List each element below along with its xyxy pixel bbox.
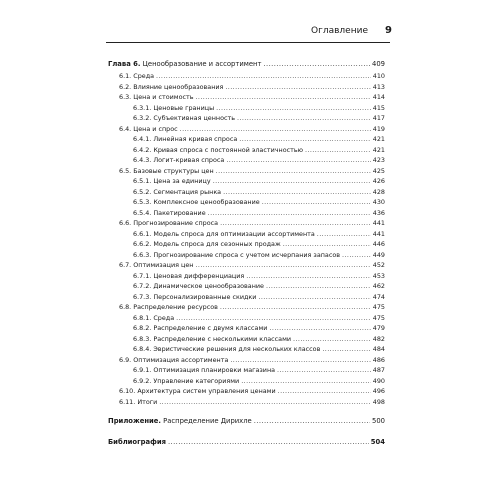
dot-leader bbox=[266, 281, 371, 292]
toc-entry-label bbox=[119, 302, 218, 313]
toc-entry[interactable] bbox=[108, 323, 385, 334]
toc-entry-title: Логит-кривая спроса bbox=[153, 156, 225, 164]
toc-entry-label bbox=[133, 208, 206, 219]
toc-entry-title: Кривая спроса с постоянной эластичностью bbox=[153, 145, 303, 154]
toc-entry[interactable] bbox=[108, 386, 385, 397]
toc-entry-title: Цена и стоимость bbox=[133, 93, 194, 101]
toc-entry-title: Модель спроса для оптимизации ассортимента bbox=[153, 229, 315, 238]
toc-entry-prefix: 6.8. bbox=[119, 303, 132, 311]
toc-entry-title: Цена и спрос bbox=[133, 124, 178, 133]
toc-entry[interactable] bbox=[108, 250, 385, 261]
toc-entry-prefix: 6.6.2. bbox=[133, 240, 152, 248]
dot-leader bbox=[159, 397, 371, 408]
dot-leader bbox=[196, 92, 371, 103]
table-of-contents bbox=[108, 58, 385, 449]
toc-entry-prefix: 6.7.1. bbox=[133, 271, 152, 280]
toc-entry-page: 504 bbox=[370, 438, 385, 446]
toc-entry-label bbox=[119, 166, 214, 177]
toc-entry[interactable] bbox=[108, 376, 385, 387]
toc-entry[interactable] bbox=[108, 92, 385, 103]
toc-entry-title: Библиография bbox=[108, 438, 166, 446]
toc-entry-prefix: Глава 6. bbox=[108, 60, 141, 68]
dot-leader bbox=[230, 355, 370, 366]
section-gap bbox=[108, 407, 385, 415]
toc-entry-label bbox=[119, 386, 276, 397]
toc-entry-label bbox=[133, 113, 235, 124]
toc-entry-label bbox=[133, 313, 174, 324]
toc-entry-label bbox=[133, 271, 244, 282]
toc-entry-title: Распределение с двумя классами bbox=[153, 324, 268, 332]
toc-entry-title: Влияние ценообразования bbox=[133, 82, 224, 91]
toc-entry-label bbox=[119, 124, 178, 135]
toc-entry-label bbox=[133, 344, 320, 355]
toc-entry-page: 421 bbox=[372, 135, 385, 143]
toc-entry-title: Управление категориями bbox=[153, 376, 240, 385]
toc-entry-page: 417 bbox=[372, 114, 385, 122]
toc-entry-title: Итоги bbox=[137, 397, 158, 406]
toc-entry-title: Ценообразование и ассортимент bbox=[142, 60, 262, 68]
toc-entry-page: 428 bbox=[372, 187, 385, 196]
dot-leader bbox=[258, 292, 370, 303]
toc-entry-prefix: 6.5.2. bbox=[133, 187, 152, 196]
toc-entry-prefix: 6.3. bbox=[119, 93, 132, 101]
toc-entry-label bbox=[133, 103, 214, 114]
toc-entry-label bbox=[133, 365, 275, 376]
toc-entry-page: 490 bbox=[372, 376, 385, 385]
toc-chapter-entry[interactable] bbox=[108, 58, 385, 71]
toc-entry-prefix: 6.8.1. bbox=[133, 313, 152, 322]
toc-entry-prefix: 6.7. bbox=[119, 261, 132, 269]
toc-entry-label bbox=[133, 197, 260, 208]
toc-entry-label bbox=[133, 281, 264, 292]
toc-entry-prefix: 6.9.1. bbox=[133, 366, 152, 374]
toc-entry-title: Базовые структуры цен bbox=[133, 166, 214, 175]
toc-entry-label bbox=[133, 229, 315, 240]
toc-entry-title: Цена за единицу bbox=[153, 177, 211, 185]
dot-leader bbox=[277, 365, 371, 376]
toc-entry-prefix: 6.4.1. bbox=[133, 135, 152, 143]
toc-entry-title: Персонализированные скидки bbox=[153, 292, 257, 301]
toc-entry-label bbox=[119, 71, 154, 82]
dot-leader bbox=[216, 103, 371, 114]
toc-entry-prefix: 6.5.1. bbox=[133, 177, 152, 185]
dot-leader bbox=[225, 82, 370, 93]
dot-leader bbox=[305, 145, 371, 156]
toc-entry-page: 496 bbox=[372, 387, 385, 395]
toc-entry-label bbox=[119, 355, 228, 366]
toc-entry-prefix: 6.4.3. bbox=[133, 156, 152, 164]
toc-entry-title: Линейная кривая спроса bbox=[153, 135, 238, 143]
toc-entry-prefix: 6.8.4. bbox=[133, 345, 152, 353]
toc-entry-prefix: 6.10. bbox=[119, 387, 136, 395]
toc-entry-prefix: 6.5.4. bbox=[133, 208, 152, 217]
running-header-title: Оглавление bbox=[311, 26, 368, 36]
toc-entry-title: Оптимизация ассортимента bbox=[133, 355, 229, 364]
toc-entry-page: 484 bbox=[372, 345, 385, 353]
toc-entry-label bbox=[108, 415, 252, 428]
toc-entry-prefix: 6.4. bbox=[119, 124, 132, 133]
toc-entry-title: Ценовые границы bbox=[153, 103, 215, 112]
toc-entry-title: Оптимизация цен bbox=[133, 261, 194, 269]
toc-entry[interactable] bbox=[108, 365, 385, 376]
toc-entry-page: 498 bbox=[372, 397, 385, 406]
toc-entry-prefix: 6.8.2. bbox=[133, 324, 152, 332]
toc-entry-label bbox=[133, 155, 224, 166]
toc-appendix-entry[interactable] bbox=[108, 415, 385, 428]
toc-entry-prefix: 6.3.1. bbox=[133, 103, 152, 112]
toc-entry-page: 425 bbox=[372, 166, 385, 175]
toc-entry-page: 446 bbox=[372, 240, 385, 248]
toc-entry[interactable] bbox=[108, 313, 385, 324]
toc-entry-page: 462 bbox=[372, 282, 385, 290]
toc-entry-prefix: 6.9. bbox=[119, 355, 132, 364]
toc-entry-title: Модель спроса для сезонных продаж bbox=[153, 240, 281, 248]
toc-entry-page: 414 bbox=[372, 93, 385, 101]
toc-entry-label bbox=[133, 323, 267, 334]
toc-entry-page: 479 bbox=[372, 324, 385, 332]
toc-entry-page: 487 bbox=[372, 366, 385, 374]
toc-entry-prefix: 6.5.3. bbox=[133, 198, 152, 206]
toc-entry[interactable] bbox=[108, 187, 385, 198]
toc-entry[interactable] bbox=[108, 229, 385, 240]
toc-entry-prefix: Приложение. bbox=[108, 417, 161, 425]
toc-entry-title: Среда bbox=[133, 72, 155, 80]
toc-entry[interactable] bbox=[108, 281, 385, 292]
toc-entry-page: 441 bbox=[372, 219, 385, 227]
dot-leader bbox=[241, 376, 371, 387]
toc-entry[interactable] bbox=[108, 239, 385, 250]
toc-entry-page: 423 bbox=[372, 156, 385, 164]
toc-entry-title: Распределение Дирихле bbox=[163, 417, 252, 425]
toc-entry[interactable] bbox=[108, 124, 385, 135]
toc-entry-page: 441 bbox=[372, 229, 385, 238]
header-divider bbox=[106, 42, 390, 43]
toc-entry-label bbox=[133, 239, 281, 250]
toc-entry-title: Эвристические решения для нескольких классов bbox=[153, 345, 321, 353]
dot-leader bbox=[246, 271, 371, 282]
toc-entry-label bbox=[133, 292, 256, 303]
dot-leader bbox=[317, 229, 371, 240]
toc-entry-label bbox=[119, 92, 194, 103]
dot-leader bbox=[226, 155, 370, 166]
toc-entry-page: 474 bbox=[372, 292, 385, 301]
toc-entry[interactable] bbox=[108, 344, 385, 355]
toc-entry-page: 430 bbox=[372, 198, 385, 206]
toc-entry[interactable] bbox=[108, 145, 385, 156]
toc-entry-label bbox=[133, 250, 340, 261]
dot-leader bbox=[283, 239, 371, 250]
toc-entry-title: Архитектура систем управления ценами bbox=[137, 387, 276, 395]
toc-entry[interactable] bbox=[108, 103, 385, 114]
toc-entry-page: 419 bbox=[372, 124, 385, 133]
dot-leader bbox=[342, 250, 371, 261]
toc-entry-prefix: 6.6.1. bbox=[133, 229, 152, 238]
dot-leader bbox=[278, 386, 371, 397]
toc-entry-prefix: 6.7.2. bbox=[133, 282, 152, 290]
toc-entry[interactable] bbox=[108, 355, 385, 366]
dot-leader bbox=[168, 436, 369, 449]
toc-entry[interactable] bbox=[108, 302, 385, 313]
toc-entry[interactable] bbox=[108, 71, 385, 82]
dot-leader bbox=[269, 323, 370, 334]
toc-entry-label bbox=[133, 134, 237, 145]
toc-entry-title: Распределение ресурсов bbox=[133, 303, 218, 311]
toc-entry-label bbox=[133, 376, 239, 387]
dot-leader bbox=[293, 334, 371, 345]
toc-entry[interactable] bbox=[108, 113, 385, 124]
toc-entry-label bbox=[119, 218, 218, 229]
toc-entry-title: Прогнозирование спроса bbox=[133, 219, 219, 227]
toc-entry-title: Среда bbox=[153, 313, 175, 322]
toc-entry[interactable] bbox=[108, 176, 385, 187]
toc-entry-prefix: 6.7.3. bbox=[133, 292, 152, 301]
toc-entry[interactable] bbox=[108, 271, 385, 282]
toc-entry-page: 410 bbox=[372, 72, 385, 80]
toc-entry-page: 415 bbox=[372, 103, 385, 112]
toc-entry-label bbox=[133, 334, 291, 345]
toc-entry[interactable] bbox=[108, 134, 385, 145]
toc-entry[interactable] bbox=[108, 208, 385, 219]
toc-entry-page: 409 bbox=[372, 60, 385, 68]
toc-entry-page: 449 bbox=[372, 250, 385, 259]
dot-leader bbox=[208, 208, 371, 219]
toc-entry-prefix: 6.8.3. bbox=[133, 334, 152, 343]
toc-entry-label bbox=[119, 260, 193, 271]
toc-entry-title: Субъективная ценность bbox=[153, 114, 235, 122]
toc-entry[interactable] bbox=[108, 218, 385, 229]
toc-entry[interactable] bbox=[108, 292, 385, 303]
toc-entry-page: 436 bbox=[372, 208, 385, 217]
toc-entry-page: 475 bbox=[372, 313, 385, 322]
dot-leader bbox=[156, 71, 371, 82]
toc-entry-label bbox=[119, 397, 157, 408]
toc-entry-label bbox=[108, 436, 166, 449]
toc-bibliography-entry[interactable] bbox=[108, 436, 385, 449]
toc-entry-label bbox=[133, 145, 303, 156]
dot-leader bbox=[254, 415, 370, 428]
toc-entry-title: Распределение с несколькими классами bbox=[153, 334, 292, 343]
toc-entry-title: Ценовая дифференциация bbox=[153, 271, 245, 280]
toc-entry-prefix: 6.11. bbox=[119, 397, 136, 406]
dot-leader bbox=[216, 166, 371, 177]
toc-entry-prefix: 6.9.2. bbox=[133, 376, 152, 385]
toc-entry-prefix: 6.6.3. bbox=[133, 250, 152, 259]
toc-entry-page: 413 bbox=[372, 82, 385, 91]
toc-entry-title: Сегментация рынка bbox=[153, 187, 222, 196]
toc-entry-prefix: 6.5. bbox=[119, 166, 132, 175]
toc-entry-prefix: 6.2. bbox=[119, 82, 132, 91]
toc-entry[interactable] bbox=[108, 197, 385, 208]
dot-leader bbox=[213, 176, 371, 187]
toc-entry-prefix: 6.3.2. bbox=[133, 114, 152, 122]
toc-entry-page: 475 bbox=[372, 303, 385, 311]
toc-entry-page: 482 bbox=[372, 334, 385, 343]
page-header bbox=[0, 0, 500, 40]
dot-leader bbox=[263, 58, 370, 71]
toc-entry[interactable] bbox=[108, 166, 385, 177]
toc-entry-label bbox=[133, 176, 211, 187]
toc-entry-title: Комплексное ценообразование bbox=[153, 198, 260, 206]
section-gap bbox=[108, 428, 385, 436]
dot-leader bbox=[223, 187, 371, 198]
dot-leader bbox=[262, 197, 371, 208]
toc-entry-title: Прогнозирование спроса с учетом исчерпания запасов bbox=[153, 250, 341, 259]
page-number: 9 bbox=[385, 25, 392, 36]
toc-entry-page: 486 bbox=[372, 355, 385, 364]
toc-entry-title: Динамическое ценообразование bbox=[153, 282, 264, 290]
toc-entry-page: 453 bbox=[372, 271, 385, 280]
toc-entry-label bbox=[119, 82, 223, 93]
toc-entry-prefix: 6.1. bbox=[119, 72, 132, 80]
dot-leader bbox=[237, 113, 371, 124]
toc-entry[interactable] bbox=[108, 397, 385, 408]
toc-entry-label bbox=[108, 58, 261, 71]
dot-leader bbox=[180, 124, 371, 135]
toc-entry-label bbox=[133, 187, 221, 198]
toc-entry-page: 421 bbox=[372, 145, 385, 154]
dot-leader bbox=[195, 260, 370, 271]
dot-leader bbox=[176, 313, 371, 324]
toc-entry-title: Оптимизация планировки магазина bbox=[153, 366, 276, 374]
dot-leader bbox=[220, 218, 371, 229]
toc-entry[interactable] bbox=[108, 334, 385, 345]
toc-entry[interactable] bbox=[108, 260, 385, 271]
toc-entry-page: 500 bbox=[372, 417, 385, 425]
toc-entry-prefix: 6.4.2. bbox=[133, 145, 152, 154]
toc-entry[interactable] bbox=[108, 155, 385, 166]
dot-leader bbox=[220, 302, 371, 313]
dot-leader bbox=[239, 134, 371, 145]
dot-leader bbox=[322, 344, 370, 355]
toc-entry-title: Пакетирование bbox=[153, 208, 206, 217]
toc-entry-prefix: 6.6. bbox=[119, 219, 132, 227]
toc-entry[interactable] bbox=[108, 82, 385, 93]
toc-entry-page: 426 bbox=[372, 177, 385, 185]
toc-entries bbox=[108, 58, 385, 407]
toc-entry-page: 452 bbox=[372, 261, 385, 269]
